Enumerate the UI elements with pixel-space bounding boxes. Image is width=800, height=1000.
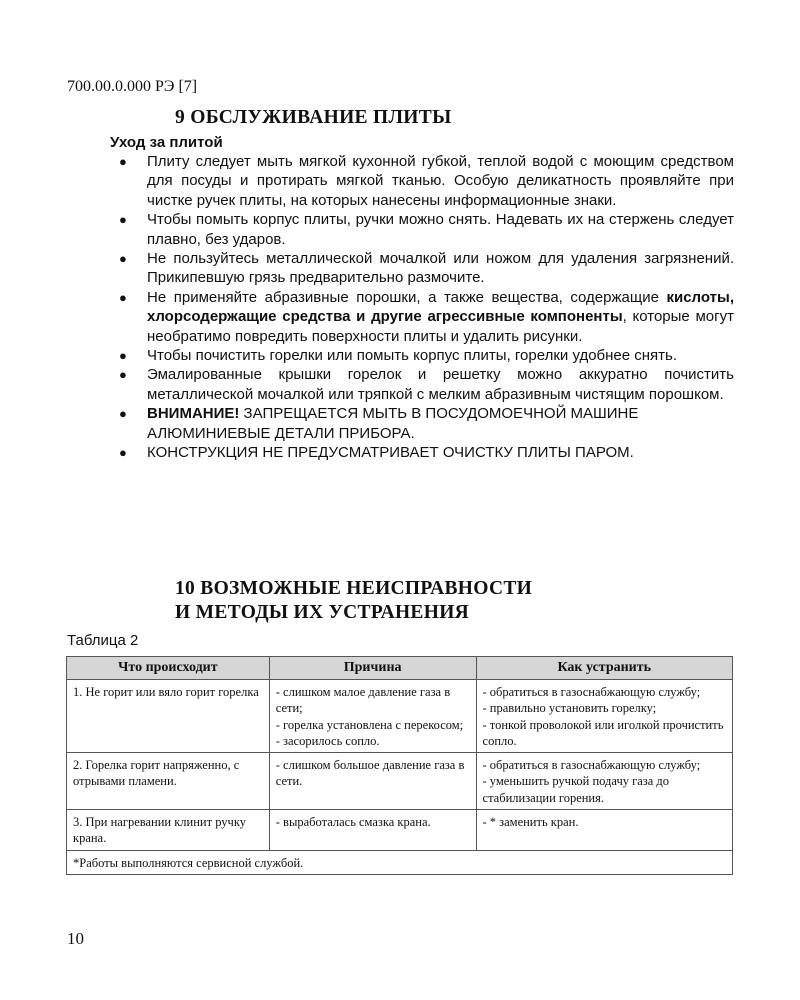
care-subheading: Уход за плитой xyxy=(110,134,223,151)
bullet-text-bold: кислоты, хлорсодержащие средства и другие агрессивные компоненты xyxy=(147,288,734,326)
bullet-text: КОНСТРУКЦИЯ НЕ ПРЕДУСМАТРИВАЕТ ОЧИСТКУ ПЛИТЫ ПАРОМ. xyxy=(147,444,634,462)
problem-cell: 2. Горелка горит напряженно, с отрывами пламени. xyxy=(67,753,270,810)
bullet-item xyxy=(112,404,734,443)
bullet-text-before: Не применяйте абразивные порошки, а также вещества, содержащие xyxy=(147,288,667,306)
column-header-fix: Как устранить xyxy=(476,657,732,680)
fix-item: - уменьшить ручкой подачу газа до стабилизации горения. xyxy=(482,774,670,805)
section-9-title: 9 ОБСЛУЖИВАНИЕ ПЛИТЫ xyxy=(175,107,452,128)
bullet-text: Эмалированные крышки горелок и решетку можно аккуратно почистить металлической мочалкой или тряпкой с мелким абразивным чистящим порошком. xyxy=(147,366,734,403)
bullet-icon: ● xyxy=(119,367,127,383)
problem-cell: 1. Не горит или вяло горит горелка xyxy=(67,680,270,753)
bullet-item xyxy=(112,346,734,365)
cause-item: - слишком большое давление газа в сети. xyxy=(275,758,465,789)
faults-table xyxy=(66,656,733,875)
bullet-icon: ● xyxy=(119,406,127,422)
bullet-text: Чтобы помыть корпус плиты, ручки можно снять. Надевать их на стержень следует плавно, без ударов. xyxy=(147,211,734,248)
cause-item: - засорилось сопло. xyxy=(275,733,380,748)
table-footnote: *Работы выполняются сервисной службой. xyxy=(67,850,733,874)
fix-item: - тонкой проволокой или иголкой прочистить сопло. xyxy=(482,717,724,748)
bullet-text: Не пользуйтесь металлической мочалкой или ножом для удаления загрязнений. Прикипевшую грязь предварительно размочите. xyxy=(147,250,734,287)
section-10-title-line2: И МЕТОДЫ ИХ УСТРАНЕНИЯ xyxy=(175,602,470,623)
cause-cell xyxy=(269,753,476,810)
table-row xyxy=(67,810,733,851)
column-header-problem: Что происходит xyxy=(67,657,270,680)
cause-item: - слишком малое давление газа в сети; xyxy=(275,685,451,716)
bullet-icon: ● xyxy=(119,212,127,228)
bullet-item xyxy=(112,249,734,288)
warning-text: ЗАПРЕЩАЕТСЯ МЫТЬ В ПОСУДОМОЕЧНОЙ МАШИНЕ АЛЮМИНИЕВЫЕ ДЕТАЛИ ПРИБОРА. xyxy=(147,405,639,442)
fix-cell xyxy=(476,753,732,810)
table-row xyxy=(67,753,733,810)
page-number: 10 xyxy=(67,929,84,948)
table-row xyxy=(67,680,733,753)
cause-cell xyxy=(269,680,476,753)
section-10-title xyxy=(175,577,532,625)
bullet-item xyxy=(112,210,734,249)
warning-label: ВНИМАНИЕ! xyxy=(147,405,240,423)
bullet-icon: ● xyxy=(119,348,127,364)
fix-cell xyxy=(476,810,732,851)
fix-item: - обратиться в газоснабжающую службу; xyxy=(482,758,701,773)
table-caption: Таблица 2 xyxy=(67,632,139,649)
bullet-icon: ● xyxy=(119,289,127,305)
table-footnote-row xyxy=(67,850,733,874)
cause-item: - выработалась смазка крана. xyxy=(275,815,431,830)
bullet-item xyxy=(112,365,734,404)
bullet-item xyxy=(112,443,734,462)
document-code: 700.00.0.000 РЭ [7] xyxy=(67,78,198,95)
fix-cell xyxy=(476,680,732,753)
fix-item: - * заменить кран. xyxy=(482,815,579,830)
care-bullet-list xyxy=(112,152,734,463)
cause-item: - горелка установлена с перекосом; xyxy=(275,717,464,732)
column-header-cause: Причина xyxy=(269,657,476,680)
cause-cell xyxy=(269,810,476,851)
bullet-item xyxy=(112,152,734,210)
bullet-text: Плиту следует мыть мягкой кухонной губкой, теплой водой с моющим средством для посуды и протирать мягкой тканью. Особую деликатность проявляйте при чистке ручек плиты, на которых нанесены информационные знаки. xyxy=(147,153,734,209)
bullet-icon: ● xyxy=(119,154,127,169)
bullet-icon: ● xyxy=(119,445,127,461)
table-header-row xyxy=(67,657,733,680)
section-10-title-line1: 10 ВОЗМОЖНЫЕ НЕИСПРАВНОСТИ xyxy=(175,578,533,599)
fix-item: - обратиться в газоснабжающую службу; xyxy=(482,685,701,699)
bullet-text: Чтобы почистить горелки или помыть корпус плиты, горелки удобнее снять. xyxy=(147,347,678,365)
bullet-icon: ● xyxy=(119,251,127,267)
fix-item: - правильно установить горелку; xyxy=(482,701,657,716)
problem-cell: 3. При нагревании клинит ручку крана. xyxy=(67,810,270,851)
bullet-item xyxy=(112,288,734,346)
bullet-text-after: , которые могут необратимо повредить поверхности плиты и удалить рисунки. xyxy=(147,308,734,345)
